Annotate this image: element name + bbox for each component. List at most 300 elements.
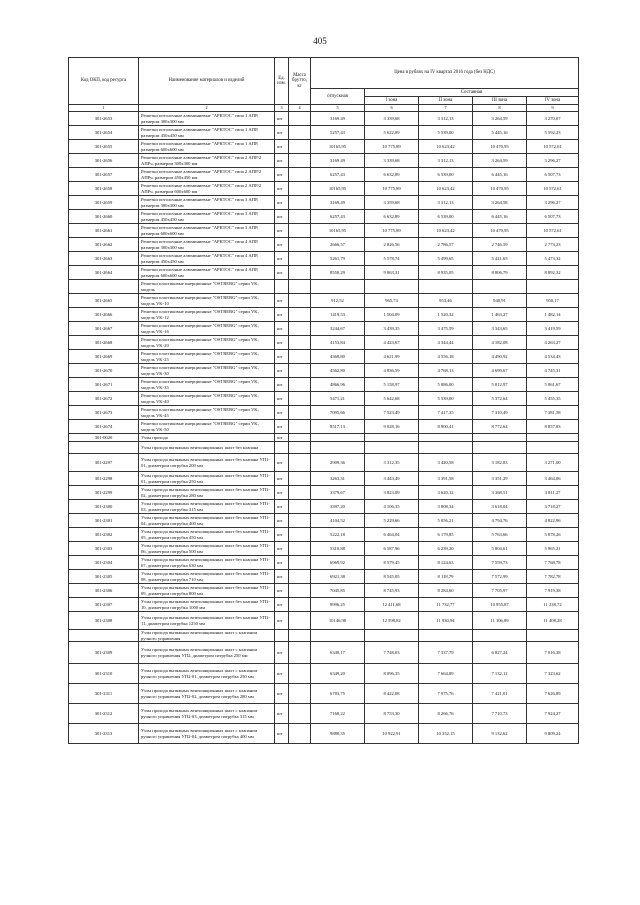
cell-mass [289, 434, 311, 442]
cell-zone-2-price: 4 556,18 [419, 350, 473, 364]
cell-zone-4-price: 1 482,14 [527, 308, 579, 322]
cell-zone-3-price: 1 463,27 [473, 308, 527, 322]
cell-zone-3-price: 3 351,29 [473, 472, 527, 486]
cell-name: Решетки пластиковые инерционные "OSTBERG" серии VK, модель VK-40 [139, 392, 275, 406]
cell-zone-1-price: 7 523,49 [365, 406, 419, 420]
cell-zone-1-price: 8 422,08 [365, 684, 419, 704]
cell-mass [289, 642, 311, 664]
table-row [69, 252, 579, 266]
cell-name: Узлы прохода вытяжных вентиляционных шахт без клапана УП1-03, диаметром патрубка 315 мм [139, 500, 275, 514]
col-index: 4 [289, 105, 311, 112]
cell-release-price: 9880,35 [311, 724, 365, 744]
cell-zone-1-price: 4 423,67 [365, 336, 419, 350]
cell-name: Решетки потолочные алюминиевые "АРКТОС" типа 3 АПР, размером 300х300 мм [139, 196, 275, 210]
cell-code: 301-2666 [69, 308, 139, 322]
cell-mass [289, 378, 311, 392]
cell-code: 301-2309 [69, 642, 139, 664]
cell-zone-1-price: 3 339,68 [365, 154, 419, 168]
cell-name: Узлы прохода вытяжных вентиляционных шахт с клапаном ручного управления [139, 630, 275, 642]
table-row [69, 182, 579, 196]
table-row [69, 472, 579, 486]
cell-zone-1-price: 5 229,66 [365, 514, 419, 528]
table-row [69, 500, 579, 514]
cell-unit: шт [275, 598, 289, 612]
cell-code: 301-2306 [69, 584, 139, 598]
table-row [69, 542, 579, 556]
cell-zone-4-price: 3 271,00 [527, 454, 579, 472]
cell-code: 301-2312 [69, 704, 139, 724]
cell-name: Решетки пластиковые инерционные "OSTBERG" серии VK, модель VK-16 [139, 322, 275, 336]
cell-release-price: 10146,98 [311, 612, 365, 630]
cell-unit: шт [275, 266, 289, 280]
cell-unit: шт [275, 350, 289, 364]
cell-zone-1-price: 6 632,89 [365, 168, 419, 182]
cell-code: 301-2302 [69, 528, 139, 542]
cell-zone-3-price: 4 699,67 [473, 364, 527, 378]
cell-zone-2-price: 3 312,13 [419, 154, 473, 168]
cell-zone-1-price: 5 642,68 [365, 392, 419, 406]
cell-unit: шт [275, 154, 289, 168]
cell-release-price: 5471,21 [311, 392, 365, 406]
cell-code: 301-2663 [69, 252, 139, 266]
cell-zone-2-price: 3 312,13 [419, 196, 473, 210]
cell-unit: шт [275, 542, 289, 556]
cell-name: Узлы прохода вытяжных вентиляционных шахт без клапана УП1-02, диаметром патрубка 280 мм [139, 486, 275, 500]
cell-code: 301-2662 [69, 238, 139, 252]
cell-release-price: 6969,92 [311, 556, 365, 570]
cell-mass [289, 420, 311, 434]
col-index: 1 [69, 105, 139, 112]
cell-zone-4-price: 3 270,07 [527, 112, 579, 126]
cell-name: Узлы прохода вытяжных вентиляционных шахт без клапана УП1-05, диаметром патрубка 450 мм [139, 528, 275, 542]
cell-release-price: 6783,75 [311, 684, 365, 704]
table-row [69, 684, 579, 704]
cell-code: 301-2658 [69, 182, 139, 196]
cell-mass [289, 584, 311, 598]
cell-zone-2-price: 8 118,79 [419, 570, 473, 584]
cell-mass [289, 472, 311, 486]
cell-code: 301-2669 [69, 350, 139, 364]
cell-zone-3-price: 6 445,16 [473, 168, 527, 182]
cell-zone-2-price: 5 539,00 [419, 392, 473, 406]
cell-zone-4-price: 4 822,96 [527, 514, 579, 528]
cell-zone-4-price: 7 782,78 [527, 570, 579, 584]
table-row [69, 528, 579, 542]
cell-zone-2-price: 10 352,15 [419, 724, 473, 744]
cell-mass [289, 514, 311, 528]
col-header-release: отпускная [311, 89, 365, 105]
col-index: 3 [275, 105, 289, 112]
col-header-zone-3: III зона [473, 97, 527, 105]
cell-mass [289, 500, 311, 514]
cell-mass [289, 308, 311, 322]
table-row [69, 724, 579, 744]
cell-zone-1-price: 4 836,59 [365, 364, 419, 378]
cell-zone-1-price: 3 339,68 [365, 112, 419, 126]
cell-mass [289, 406, 311, 420]
cell-release-price: 8996,25 [311, 598, 365, 612]
cell-code: 301-2655 [69, 140, 139, 154]
cell-unit: шт [275, 454, 289, 472]
cell-mass [289, 724, 311, 744]
cell-name: Узлы прохода вытяжных вентиляционных шахт без клапана УП1-01, диаметром патрубка 200 мм [139, 454, 275, 472]
cell-release-price: 1419,53 [311, 308, 365, 322]
cell-zone-3-price: 7 572,99 [473, 570, 527, 584]
cell-zone-1-price: 10 775,89 [365, 182, 419, 196]
cell-zone-3-price: 8 806,79 [473, 266, 527, 280]
cell-zone-2-price: 8 935,05 [419, 266, 473, 280]
cell-name: Решетки пластиковые инерционные "OSTBERG" серии VK, модель VK-35 [139, 378, 275, 392]
cell-release-price: 5310,88 [311, 542, 365, 556]
table-row [69, 630, 579, 642]
cell-unit: шт [275, 406, 289, 420]
table-row [69, 266, 579, 280]
cell-zone-1-price: 12 598,82 [365, 612, 419, 630]
table-row [69, 584, 579, 598]
cell-zone-1-price [365, 434, 419, 442]
cell-zone-3-price: 4 490,92 [473, 350, 527, 364]
cell-zone-3-price [473, 434, 527, 442]
cell-code [69, 280, 139, 294]
cell-zone-4-price: 4 745,31 [527, 364, 579, 378]
cell-zone-3-price [473, 280, 527, 294]
cell-zone-1-price: 3 312,35 [365, 454, 419, 472]
cell-mass [289, 182, 311, 196]
cell-code: 301-0020 [69, 434, 139, 442]
cell-mass [289, 322, 311, 336]
cell-mass [289, 392, 311, 406]
cell-release-price: 6349,17 [311, 642, 365, 664]
cell-zone-4-price: 5 455,35 [527, 392, 579, 406]
cell-name: Узлы прохода вытяжных вентиляционных шахт без клапана УП1-08, диаметром патрубка 710 мм [139, 570, 275, 584]
cell-name: Решетки пластиковые инерционные "OSTBERG" серии VK, модель VK-12 [139, 308, 275, 322]
cell-unit: шт [275, 126, 289, 140]
cell-release-price: 10165,95 [311, 140, 365, 154]
cell-mass [289, 168, 311, 182]
cell-name: Узлы прохода вытяжных вентиляционных шахт с клапаном ручного управления УП2-04, диаметром патрубка 400 мм [139, 724, 275, 744]
cell-release-price: 10165,95 [311, 224, 365, 238]
cell-zone-1-price: 965,74 [365, 294, 419, 308]
cell-unit: шт [275, 392, 289, 406]
cell-zone-1-price: 5 158,97 [365, 378, 419, 392]
cell-unit [275, 280, 289, 294]
cell-zone-4-price: 5 592,23 [527, 126, 579, 140]
cell-zone-4-price: 7 323,62 [527, 664, 579, 684]
cell-unit: шт [275, 168, 289, 182]
cell-zone-1-price: 6 632,89 [365, 210, 419, 224]
cell-code: 301-2308 [69, 612, 139, 630]
cell-release-price [311, 630, 365, 642]
cell-zone-4-price: 4 263,27 [527, 336, 579, 350]
cell-release-price: 3397,20 [311, 500, 365, 514]
cell-zone-4-price: 11 408,28 [527, 612, 579, 630]
cell-code: 301-2665 [69, 294, 139, 308]
cell-zone-3-price: 8 772,64 [473, 420, 527, 434]
cell-unit: шт [275, 308, 289, 322]
cell-zone-4-price: 3 419,59 [527, 322, 579, 336]
table-row [69, 442, 579, 454]
table-body [69, 112, 579, 744]
cell-release-price: 4153,84 [311, 336, 365, 350]
cell-zone-1-price: 10 775,89 [365, 140, 419, 154]
cell-mass [289, 612, 311, 630]
cell-mass [289, 112, 311, 126]
cell-mass [289, 140, 311, 154]
cell-name: Решетки потолочные алюминиевые "АРКТОС" типа 1 АПР, размером 300х300 мм [139, 112, 275, 126]
cell-unit: шт [275, 252, 289, 266]
cell-zone-3-price: 940,91 [473, 294, 527, 308]
cell-zone-2-price: 5 086,00 [419, 378, 473, 392]
cell-release-price: 6257,43 [311, 168, 365, 182]
cell-zone-3-price: 10 470,95 [473, 140, 527, 154]
cell-zone-3-price: 10 470,95 [473, 224, 527, 238]
cell-zone-2-price [419, 442, 473, 454]
cell-code: 301-2672 [69, 392, 139, 406]
cell-zone-3-price: 5 763,66 [473, 528, 527, 542]
cell-name: Узлы прохода [139, 434, 275, 442]
cell-unit: шт [275, 378, 289, 392]
cell-zone-3-price: 3 264,59 [473, 154, 527, 168]
cell-mass [289, 454, 311, 472]
cell-code: 301-2670 [69, 364, 139, 378]
cell-release-price [311, 280, 365, 294]
cell-zone-1-price: 8 745,93 [365, 584, 419, 598]
cell-release-price: 5222,18 [311, 528, 365, 542]
cell-zone-4-price: 10 572,61 [527, 224, 579, 238]
cell-zone-2-price: 6 539,00 [419, 168, 473, 182]
cell-mass [289, 350, 311, 364]
col-index: 7 [419, 105, 473, 112]
col-header-composition: Составная [365, 89, 579, 97]
cell-zone-3-price: 5 372,64 [473, 392, 527, 406]
cell-zone-4-price [527, 280, 579, 294]
cell-release-price: 4866,96 [311, 378, 365, 392]
cell-zone-1-price: 3 439,35 [365, 322, 419, 336]
cell-code: 301-2653 [69, 112, 139, 126]
cell-release-price [311, 434, 365, 442]
cell-release-price: 4104,52 [311, 514, 365, 528]
table-row [69, 168, 579, 182]
cell-zone-1-price: 8 579,45 [365, 556, 419, 570]
cell-name: Решетки пластиковые инерционные "OSTBERG" серии VK, модель [139, 280, 275, 294]
table-row [69, 350, 579, 364]
cell-zone-2-price: 10 623,42 [419, 140, 473, 154]
cell-code: 301-2671 [69, 378, 139, 392]
cell-unit: шт [275, 364, 289, 378]
cell-zone-2-price: 3 420,58 [419, 454, 473, 472]
cell-zone-1-price: 8 096,35 [365, 664, 419, 684]
col-header-zone-4: IV зона [527, 97, 579, 105]
cell-unit: шт [275, 724, 289, 744]
cell-unit: шт [275, 684, 289, 704]
table-row [69, 392, 579, 406]
cell-code: 301-2297 [69, 454, 139, 472]
cell-release-price: 3169.49 [311, 154, 365, 168]
cell-zone-3-price: 2 746,59 [473, 238, 527, 252]
cell-name: Решетки пластиковые инерционные "OSTBERG" серии VK, модель VK-20 [139, 336, 275, 350]
cell-name: Решетки потолочные алюминиевые "АРКТОС" типа 1 АПР, размером 450х450 мм [139, 126, 275, 140]
cell-zone-4-price: 9 809,24 [527, 724, 579, 744]
cell-mass [289, 252, 311, 266]
cell-zone-4-price: 10 572,61 [527, 182, 579, 196]
cell-zone-4-price: 6 507,73 [527, 210, 579, 224]
cell-code: 301-2674 [69, 420, 139, 434]
cell-release-price: 2666,57 [311, 238, 365, 252]
cell-unit: шт [275, 420, 289, 434]
table-row [69, 322, 579, 336]
cell-zone-1-price: 5 578,74 [365, 252, 419, 266]
cell-unit: шт [275, 472, 289, 486]
cell-zone-3-price: 3 618,04 [473, 500, 527, 514]
cell-unit: шт [275, 704, 289, 724]
col-header-zone-1: I зона [365, 97, 419, 105]
cell-unit: шт [275, 486, 289, 500]
table-row [69, 570, 579, 584]
cell-code: 301-2654 [69, 126, 139, 140]
cell-zone-1-price: 9 063,31 [365, 266, 419, 280]
cell-zone-1-price: 10 922,91 [365, 724, 419, 744]
cell-release-price: 3379,67 [311, 486, 365, 500]
cell-mass [289, 556, 311, 570]
table-row [69, 406, 579, 420]
cell-release-price [311, 442, 365, 454]
col-header-price-title: Цена в рублях на IV квартал 2016 года (без НДС) [311, 58, 579, 89]
cell-zone-1-price: 8 545,05 [365, 570, 419, 584]
table-row [69, 612, 579, 630]
cell-zone-1-price: 1 504,09 [365, 308, 419, 322]
cell-unit: шт [275, 434, 289, 442]
cell-code: 301-2667 [69, 322, 139, 336]
cell-mass [289, 126, 311, 140]
cell-release-price: 4369,80 [311, 350, 365, 364]
cell-release-price: 7168,22 [311, 704, 365, 724]
cell-zone-3-price: 5 421,65 [473, 252, 527, 266]
cell-name: Решетки потолочные алюминиевые "АРКТОС" типа 4 АПР, размером 450х450 мм [139, 252, 275, 266]
cell-name: Узлы прохода вытяжных вентиляционных шахт без клапана УП1-10, диаметром патрубка 1000 мм [139, 598, 275, 612]
cell-unit: шт [275, 322, 289, 336]
cell-zone-2-price: 7 664,89 [419, 664, 473, 684]
cell-zone-1-price: 8 753,30 [365, 704, 419, 724]
cell-name: Узлы прохода вытяжных вентиляционных шахт без клапана УП1-07, диаметром патрубка 630 мм [139, 556, 275, 570]
cell-zone-2-price: 3 475,59 [419, 322, 473, 336]
cell-mass [289, 336, 311, 350]
cell-zone-4-price: 11 238,72 [527, 598, 579, 612]
table-row [69, 154, 579, 168]
table-row [69, 112, 579, 126]
cell-zone-4-price: 4 534,43 [527, 350, 579, 364]
cell-release-price: 8517,13 [311, 420, 365, 434]
cell-zone-4-price: 3 718,27 [527, 500, 579, 514]
cell-zone-1-price: 4 621,99 [365, 350, 419, 364]
cell-zone-3-price: 3 182,83 [473, 454, 527, 472]
cell-zone-1-price: 7 748,03 [365, 642, 419, 664]
cell-code: 301-2305 [69, 570, 139, 584]
cell-release-price: 3169.49 [311, 112, 365, 126]
cell-zone-3-price: 4 794,76 [473, 514, 527, 528]
cell-unit: шт [275, 514, 289, 528]
cell-mass [289, 684, 311, 704]
cell-zone-2-price: 11 732,77 [419, 598, 473, 612]
table-row [69, 598, 579, 612]
cell-zone-4-price: 7 016,38 [527, 642, 579, 664]
cell-zone-4-price: 2 773,23 [527, 238, 579, 252]
cell-zone-3-price: 3 343,65 [473, 322, 527, 336]
cell-unit [275, 442, 289, 454]
cell-code: 301-2304 [69, 556, 139, 570]
cell-mass [289, 542, 311, 556]
cell-name: Узлы прохода вытяжных вентиляционных шахт без клапана УП1-06, диаметром патрубка 500 мм [139, 542, 275, 556]
table-row [69, 364, 579, 378]
cell-zone-4-price: 10 572,61 [527, 140, 579, 154]
table-row [69, 308, 579, 322]
cell-mass [289, 280, 311, 294]
cell-zone-4-price: 7 626,89 [527, 684, 579, 704]
cell-zone-3-price: 7 710,73 [473, 704, 527, 724]
cell-code: 301-2659 [69, 196, 139, 210]
cell-zone-2-price: 3 391,58 [419, 472, 473, 486]
cell-mass [289, 364, 311, 378]
cell-code: 301-2668 [69, 336, 139, 350]
cell-release-price: 5257,43 [311, 126, 365, 140]
cell-unit: шт [275, 182, 289, 196]
col-header-unit: Ед. изм. [275, 58, 289, 105]
table-row [69, 294, 579, 308]
cell-name: Узлы прохода вытяжных вентиляционных шахт без клапана УП1-01, диаметром патрубка 250 мм [139, 472, 275, 486]
col-index: 5 [311, 105, 365, 112]
table-row [69, 642, 579, 664]
cell-zone-1-price: 3 359,68 [365, 196, 419, 210]
cell-code: 301-2298 [69, 472, 139, 486]
cell-zone-2-price: 953,46 [419, 294, 473, 308]
cell-zone-2-price: 3 620,12 [419, 486, 473, 500]
cell-release-price: 7095,66 [311, 406, 365, 420]
cell-release-price: 7045,85 [311, 584, 365, 598]
cell-zone-2-price: 2 786,57 [419, 238, 473, 252]
table-row [69, 238, 579, 252]
cell-zone-4-price: 5 965,21 [527, 542, 579, 556]
cell-zone-3-price: 3 264,58 [473, 196, 527, 210]
cell-zone-2-price: 4 768,13 [419, 364, 473, 378]
cell-zone-1-price [365, 630, 419, 642]
cell-zone-3-price: 5 445,16 [473, 126, 527, 140]
cell-name: Узлы прохода вытяжных вентиляционных шахт с клапаном ручного управления УП2-03, диаметром патрубка 315 мм [139, 704, 275, 724]
cell-zone-2-price: 4 344,44 [419, 336, 473, 350]
cell-mass [289, 442, 311, 454]
cell-zone-4-price: 7 924,27 [527, 704, 579, 724]
cell-name: Решетки пластиковые инерционные "OSTBERG" серии VK, модель VK-10 [139, 294, 275, 308]
cell-unit: шт [275, 196, 289, 210]
cell-zone-3-price: 5 804,61 [473, 542, 527, 556]
cell-zone-4-price [527, 434, 579, 442]
cell-zone-3-price: 3 264,59 [473, 112, 527, 126]
cell-zone-4-price: 5 473,32 [527, 252, 579, 266]
cell-unit: шт [275, 664, 289, 684]
cell-release-price: 6257,43 [311, 210, 365, 224]
cell-unit: шт [275, 584, 289, 598]
cell-code: 301-2303 [69, 542, 139, 556]
cell-release-price: 2909,36 [311, 454, 365, 472]
cell-zone-2-price: 7 337,79 [419, 642, 473, 664]
cell-code: 301-2660 [69, 210, 139, 224]
cell-code: 301-2657 [69, 168, 139, 182]
cell-code: 301-2301 [69, 514, 139, 528]
cell-zone-1-price: 3 443,49 [365, 472, 419, 486]
table-row [69, 454, 579, 472]
col-index: 9 [527, 105, 579, 112]
cell-code: 301-2313 [69, 724, 139, 744]
cell-release-price: 8550,29 [311, 266, 365, 280]
cell-zone-3-price: 7 559,73 [473, 556, 527, 570]
